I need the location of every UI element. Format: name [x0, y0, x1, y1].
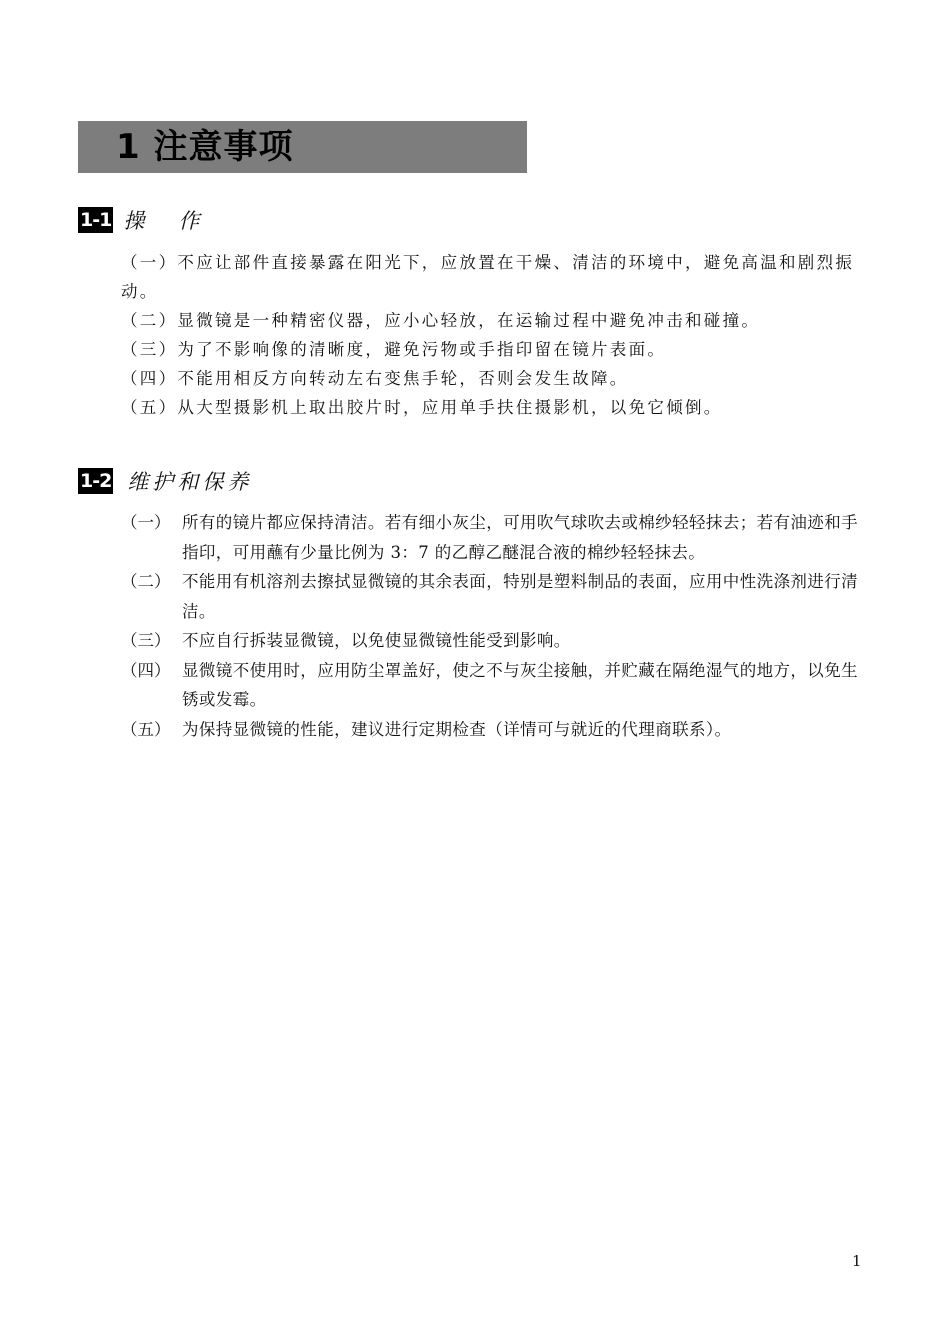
list-item-number: （五）	[121, 719, 171, 739]
list-item-text: 所有的镜片都应保持清洁。若有细小灰尘，可用吹气球吹去或棉纱轻轻抹去；若有油迹和手指印，可用蘸有少量比例为 3：7 的乙醇乙醚混合液的棉纱轻轻抹去。	[182, 513, 858, 562]
list-item	[121, 508, 873, 567]
list-item	[121, 656, 873, 715]
list-item-text: 显微镜不使用时，应用防尘罩盖好，使之不与灰尘接触，并贮藏在隔绝湿气的地方，以免生锈或发霉。	[182, 660, 858, 709]
section-title: 操作	[123, 209, 234, 233]
chapter-title: 1 注意事项	[116, 127, 294, 167]
section-number-badge: 1-2	[80, 470, 112, 492]
list-item: （二）显微镜是一种精密仪器，应小心轻放，在运输过程中避免冲击和碰撞。	[121, 311, 761, 330]
list-item	[121, 567, 873, 626]
list-item-text: 不能用有机溶剂去擦拭显微镜的其余表面，特别是塑料制品的表面，应用中性洗涤剂进行清洁。	[182, 572, 858, 621]
list-item	[121, 626, 873, 656]
page-number: 1	[852, 1252, 862, 1270]
section-heading-maintenance	[78, 466, 252, 496]
list-item: （一）不应让部件直接暴露在阳光下，应放置在干燥、清洁的环境中，避免高温和剧烈振动。	[121, 253, 855, 301]
operation-notes-list	[121, 248, 873, 422]
list-item: （四）不能用相反方向转动左右变焦手轮，否则会发生故障。	[121, 369, 629, 388]
maintenance-notes-list	[121, 508, 873, 744]
section-title: 维护和保养	[127, 470, 253, 494]
list-item-text: 为保持显微镜的性能，建议进行定期检查（详情可与就近的代理商联系）。	[182, 719, 732, 739]
list-item-number: （三）	[121, 631, 171, 650]
list-item	[121, 715, 873, 745]
section-heading-operation	[78, 205, 233, 235]
list-item-text: 不应自行拆装显微镜，以免使显微镜性能受到影响。	[182, 631, 571, 650]
chapter-title-bar	[78, 121, 527, 173]
list-item: （五）从大型摄影机上取出胶片时，应用单手扶住摄影机，以免它倾倒。	[121, 398, 723, 417]
list-item: （三）为了不影响像的清晰度，避免污物或手指印留在镜片表面。	[121, 340, 667, 359]
list-item-number: （一）	[121, 513, 171, 532]
list-item-number: （二）	[121, 572, 171, 591]
section-number-badge: 1-1	[80, 209, 112, 231]
list-item-number: （四）	[121, 660, 171, 680]
